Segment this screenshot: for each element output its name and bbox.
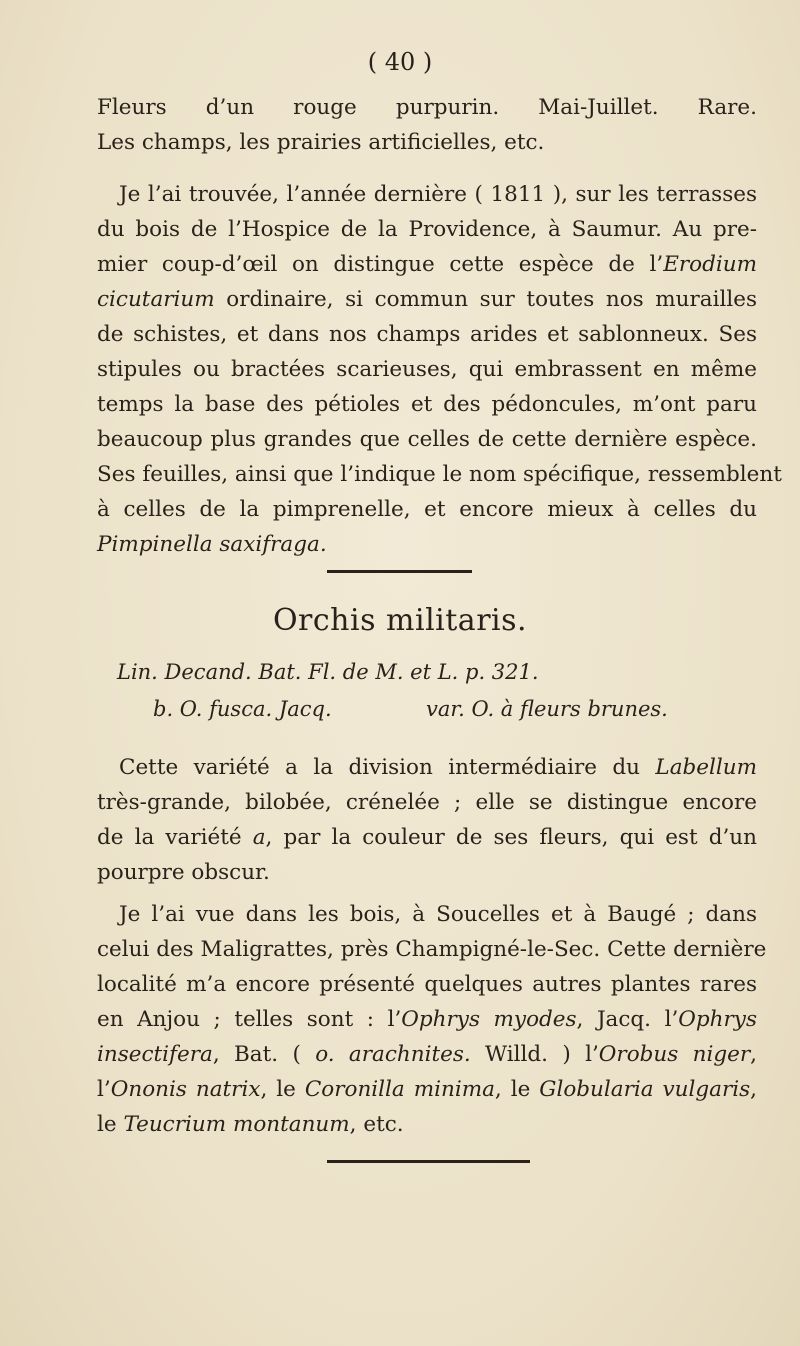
paragraph-erodium xyxy=(97,177,782,562)
text-line: mier coup-d’œil on distingue cette espèce de l’Erodium xyxy=(97,252,757,277)
section-divider xyxy=(327,570,472,573)
text-line: insectifera, Bat. ( o. arachnites. Willd. ) l’Orobus niger, xyxy=(97,1042,757,1067)
taxon-name: Erodium xyxy=(663,252,757,277)
text-line: cicutarium ordinaire, si commun sur toutes nos murailles xyxy=(97,287,757,312)
description-lines xyxy=(97,90,757,160)
text-line: Je l’ai vue dans les bois, à Soucelles et à Baugé ; dans xyxy=(119,902,757,927)
text-line: le Teucrium montanum, etc. xyxy=(97,1112,404,1137)
text-line: de schistes, et dans nos champs arides et sablonneux. Ses xyxy=(97,322,757,347)
variety-common-name: var. O. à fleurs brunes. xyxy=(426,697,668,721)
term: Labellum xyxy=(655,755,757,780)
synonym-line: Lin. Decand. Bat. Fl. de M. et L. p. 321. xyxy=(117,660,539,684)
text-line xyxy=(97,527,757,562)
paragraph-localities xyxy=(97,897,767,1142)
text-line: de la variété a, par la couleur de ses fleurs, qui est d’un xyxy=(97,825,757,850)
text-line: très-grande, bilobée, crénelée ; elle se distingue encore xyxy=(97,790,757,815)
page-number: ( 40 ) xyxy=(367,48,433,76)
text-line: celui des Maligrattes, près Champigné-le-Sec. Cette dernière xyxy=(97,937,767,962)
text-line: l’Ononis natrix, le Coronilla minima, le Globularia vulgaris, xyxy=(97,1077,758,1102)
text-line: localité m’a encore présenté quelques autres plantes rares xyxy=(97,972,757,997)
text-line: Ses feuilles, ainsi que l’indique le nom spécifique, ressemblent xyxy=(97,462,782,487)
taxon-name: Pimpinella saxifraga. xyxy=(97,532,327,557)
text-line: temps la base des pétioles et des pédoncules, m’ont paru xyxy=(97,392,757,417)
text-line: stipules ou bractées scarieuses, qui embrassent en même xyxy=(97,357,757,382)
text-line: Les champs, les prairies artificielles, etc. xyxy=(97,130,545,155)
species-heading: Orchis militaris. xyxy=(272,603,528,638)
taxon-name: cicutarium xyxy=(97,287,215,312)
variety-line: b. O. fusca. Jacq. xyxy=(153,697,332,721)
text-line: en Anjou ; telles sont : l’Ophrys myodes, Jacq. l’Ophrys xyxy=(97,1007,757,1032)
text-line: Je l’ai trouvée, l’année dernière ( 1811 ), sur les terrasses xyxy=(119,182,757,207)
end-divider xyxy=(327,1160,530,1163)
text-line: pourpre obscur. xyxy=(97,860,270,885)
text-line: du bois de l’Hospice de la Providence, à Saumur. Au pre- xyxy=(97,217,757,242)
text-line: Cette variété a la division intermédiaire du Labellum xyxy=(119,755,757,780)
text-line: à celles de la pimprenelle, et encore mieux à celles du xyxy=(97,497,757,522)
paragraph-variety xyxy=(97,750,757,890)
text-line: Fleurs d’un rouge purpurin. Mai-Juillet. Rare. xyxy=(97,95,757,120)
text-line: beaucoup plus grandes que celles de cette dernière espèce. xyxy=(97,427,757,452)
